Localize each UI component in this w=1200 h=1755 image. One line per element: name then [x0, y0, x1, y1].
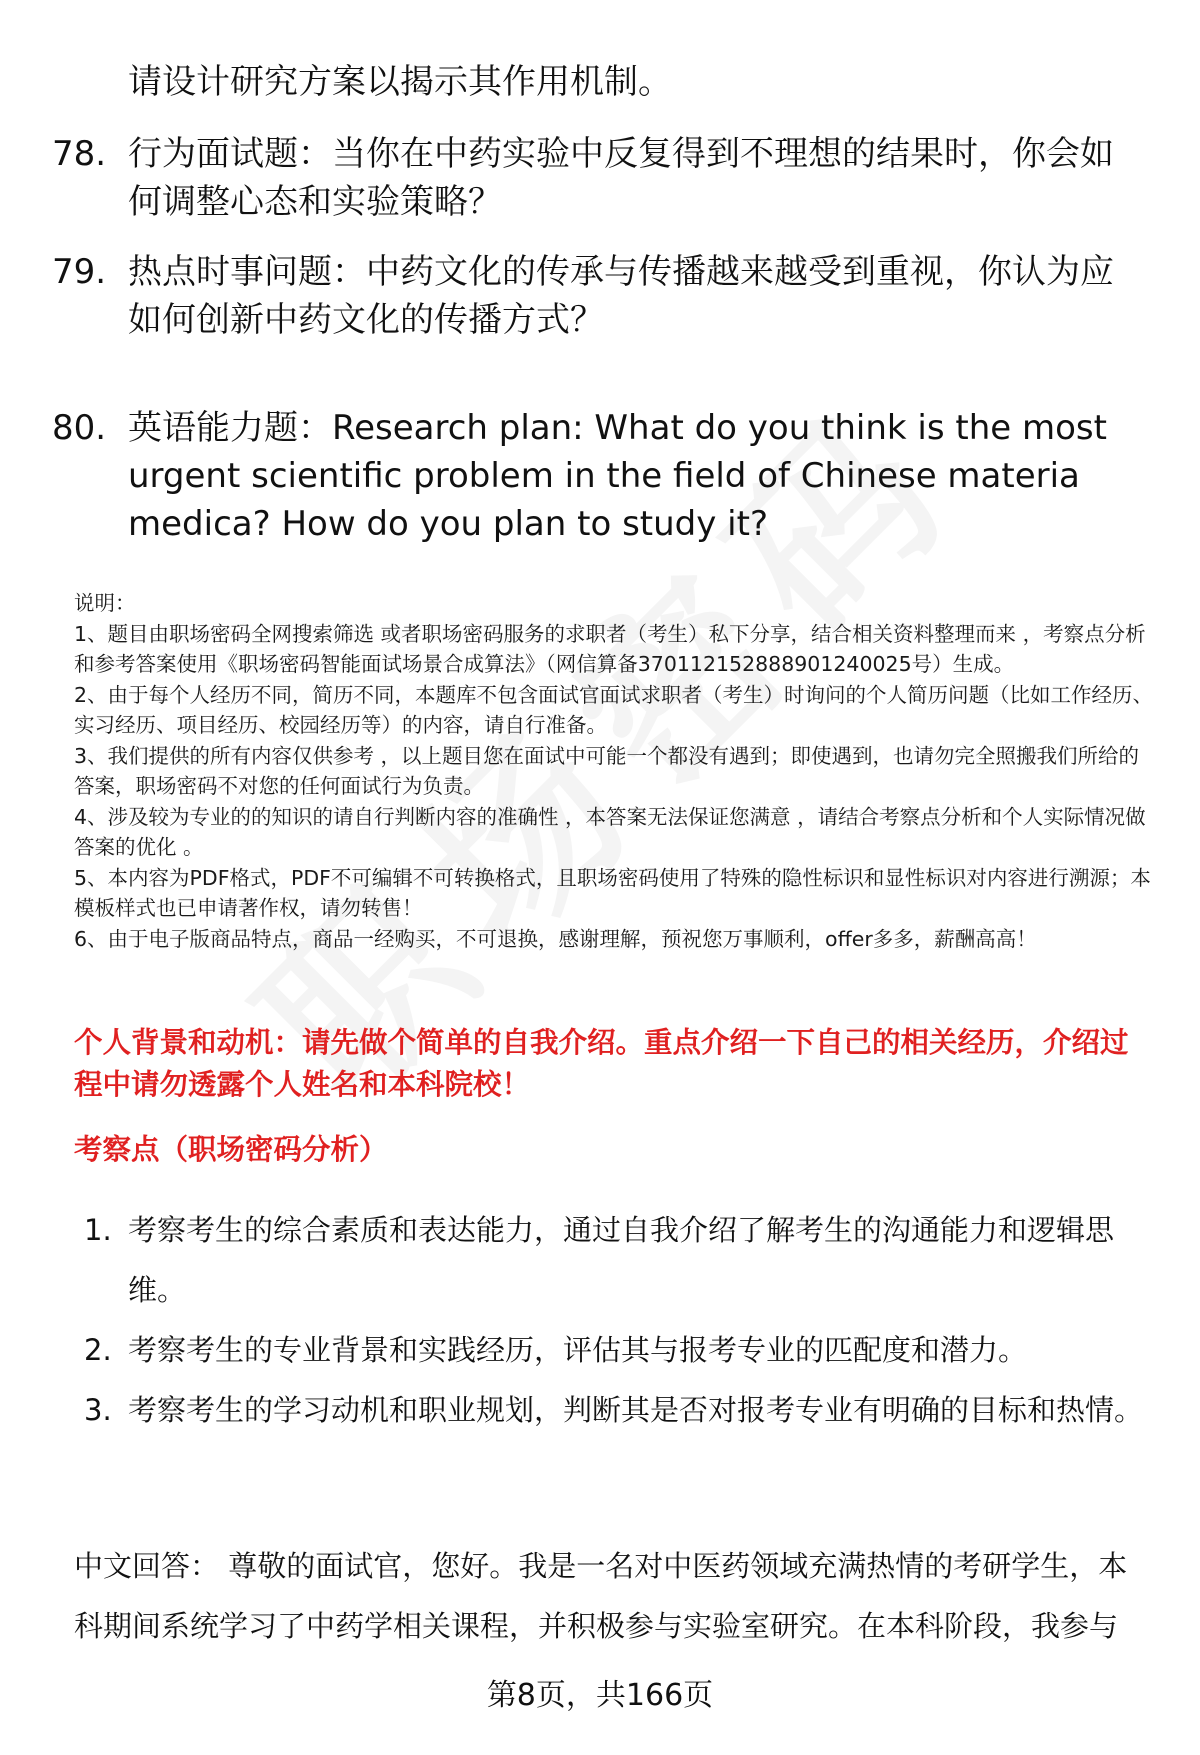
- point-number: 2.: [84, 1333, 112, 1367]
- point-text: 考察考生的学习动机和职业规划，判断其是否对报考专业有明确的目标和热情。: [128, 1393, 1144, 1427]
- note-item: 1、题目由职场密码全网搜索筛选 或者职场密码服务的求职者（考生）私下分享，结合相关资料整理而来 ，考察点分析和参考答案使用《职场密码智能面试场景合成算法》（网信算备370112152888901240025号）生成。: [74, 621, 1146, 676]
- question-80: [52, 404, 1142, 548]
- list-item: [84, 1320, 1154, 1380]
- question-77-continuation: 请设计研究方案以揭示其作用机制。: [128, 62, 672, 102]
- question-number: 80.: [52, 408, 107, 448]
- note-item: 6、由于电子版商品特点，商品一经购买，不可退换，感谢理解，预祝您万事顺利，offer多多，薪酬高高！: [74, 926, 1037, 951]
- notes-section: [74, 588, 1154, 954]
- assessment-points: [84, 1200, 1154, 1440]
- section-subtitle: 考察点（职场密码分析）: [74, 1133, 388, 1166]
- chinese-answer: 中文回答： 尊敬的面试官，您好。我是一名对中医药领域充满热情的考研学生，本科期间系统学习了中药学相关课程，并积极参与实验室研究。在本科阶段，我参与: [74, 1549, 1128, 1643]
- note-item: 2、由于每个人经历不同，简历不同，本题库不包含面试官面试求职者（考生）时询问的个人简历问题（比如工作经历、实习经历、项目经历、校园经历等）的内容，请自行准备。: [74, 682, 1154, 737]
- notes-heading: 说明：: [74, 591, 136, 615]
- list-item: [84, 1380, 1154, 1440]
- list-item: [84, 1200, 1154, 1320]
- question-text: 英语能力题：Research plan: What do you think is the most urgent scientific problem in the field of Chinese materia medica? How do you plan to study it?: [128, 408, 1107, 544]
- point-number: 3.: [84, 1393, 112, 1427]
- question-79: [52, 248, 1142, 344]
- point-text: 考察考生的综合素质和表达能力，通过自我介绍了解考生的沟通能力和逻辑思维。: [128, 1213, 1115, 1307]
- question-number: 79.: [52, 252, 107, 292]
- point-text: 考察考生的专业背景和实践经历，评估其与报考专业的匹配度和潜力。: [128, 1333, 1028, 1367]
- question-text: 热点时事问题：中药文化的传承与传播越来越受到重视，你认为应如何创新中药文化的传播方式？: [128, 252, 1114, 340]
- question-text: 行为面试题：当你在中药实验中反复得到不理想的结果时，你会如何调整心态和实验策略？: [128, 134, 1114, 222]
- page-footer: 第8页，共166页: [486, 1678, 714, 1713]
- section-title: 个人背景和动机：请先做个简单的自我介绍。重点介绍一下自己的相关经历，介绍过程中请勿透露个人姓名和本科院校！: [74, 1026, 1129, 1101]
- point-number: 1.: [84, 1213, 112, 1247]
- note-item: 3、我们提供的所有内容仅供参考 ，以上题目您在面试中可能一个都没有遇到；即使遇到，也请勿完全照搬我们所给的答案，职场密码不对您的任何面试行为负责。: [74, 743, 1140, 798]
- note-item: 5、本内容为PDF格式，PDF不可编辑不可转换格式，且职场密码使用了特殊的隐性标识和显性标识对内容进行溯源；本模板样式也已申请著作权，请勿转售！: [74, 865, 1151, 920]
- question-number: 78.: [52, 134, 107, 174]
- question-78: [52, 130, 1142, 226]
- note-item: 4、涉及较为专业的的知识的请自行判断内容的准确性 ，本答案无法保证您满意 ，请结合考察点分析和个人实际情况做答案的优化 。: [74, 804, 1146, 859]
